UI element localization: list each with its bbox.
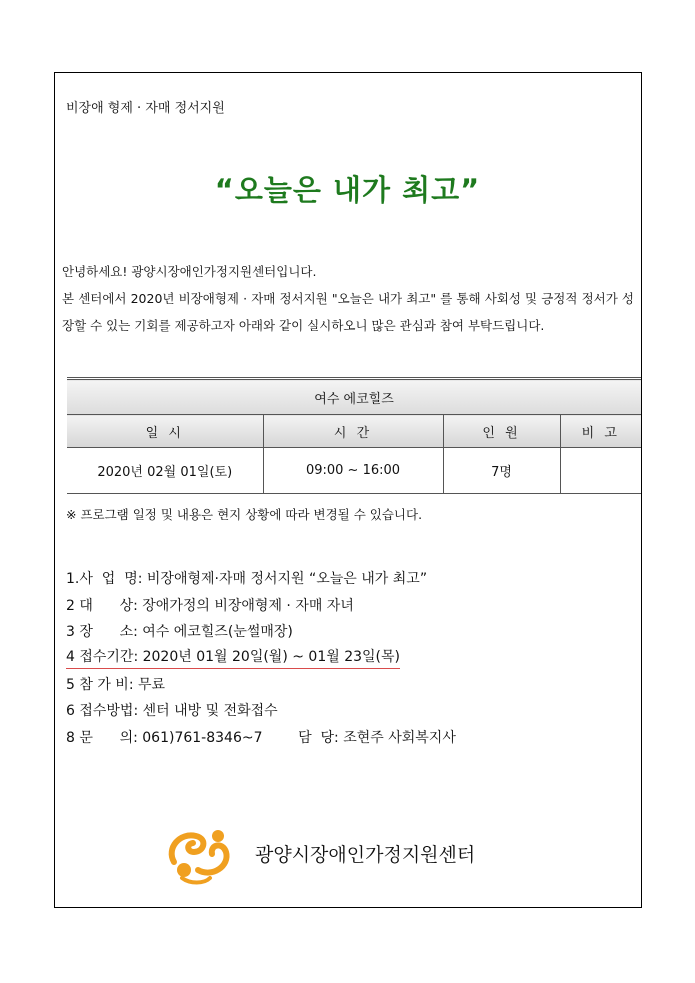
intro-body: 본 센터에서 2020년 비장애형제 · 자매 정서지원 "오늘은 내가 최고" 를 통해 사회성 및 긍정적 정서가 성장할 수 있는 기회를 제공하고자 아래와 같이 실시하오니 많은 관심과 참여 부탁드립니다. [62,291,634,333]
program-subtitle: 비장애 형제 · 자매 정서지원 [66,101,225,116]
detail-application-method: 6 접수방법: 센터 내방 및 전화접수 [66,703,278,720]
detail-target: 2 대 상: 장애가정의 비장애형제 · 자매 자녀 [66,597,354,614]
detail-application-period: 4 접수기간: 2020년 01월 20일(월) ~ 01월 23일(목) [66,646,400,669]
detail-location: 3 장 소: 여수 에코힐즈(눈썰매장) [66,624,293,641]
venue-header: 여수 에코힐즈 [67,379,641,415]
schedule-table [67,377,641,494]
center-name: 광양시장애인가정지원센터 [255,844,476,866]
detail-contact: 8 문 의: 061)761-8346~7 담 당: 조현주 사회복지사 [66,729,456,746]
schedule-notice: ※ 프로그램 일정 및 내용은 현지 상황에 따라 변경될 수 있습니다. [66,507,423,522]
program-title: “오늘은 내가 최고” [214,173,481,207]
center-logo-icon [160,822,240,886]
detail-fee: 5 참 가 비: 무료 [66,676,166,693]
program-details [66,566,456,752]
column-header-count: 인 원 [443,415,560,448]
cell-count: 7명 [443,448,560,494]
cell-date: 2020년 02월 01일(토) [67,448,263,494]
intro-section [62,258,634,339]
cell-note [560,448,641,494]
column-header-time: 시 간 [263,415,443,448]
cell-time: 09:00 ~ 16:00 [263,448,443,494]
detail-program-name: 1.사 업 명: 비장애형제·자매 정서지원 “오늘은 내가 최고” [66,571,428,587]
column-header-date: 일 시 [67,415,263,448]
intro-greeting: 안녕하세요! 광양시장애인가정지원센터입니다. [62,264,317,279]
column-header-note: 비 고 [560,415,641,448]
